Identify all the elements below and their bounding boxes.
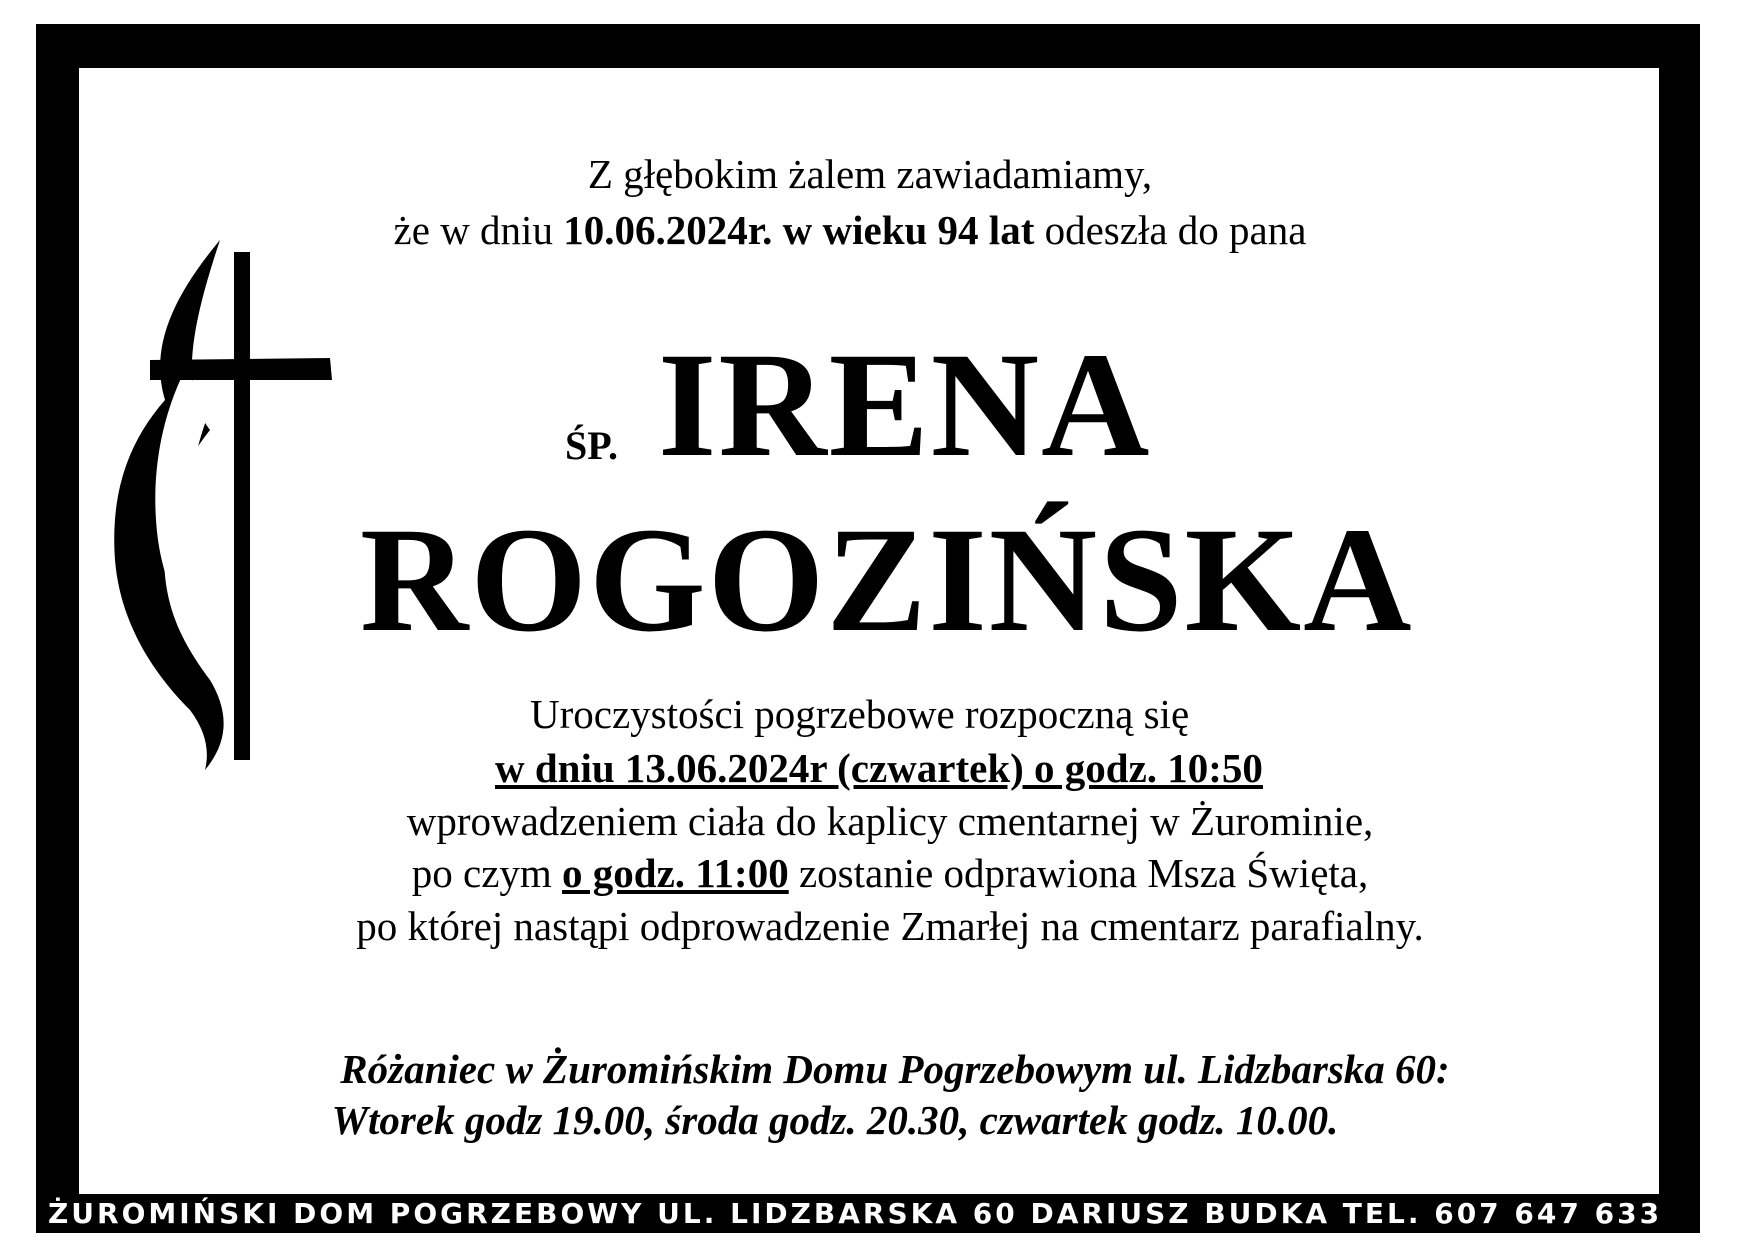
cross-with-flame-icon xyxy=(110,240,340,770)
funeral-line-3: wprowadzeniem ciała do kaplicy cmentarnej w Żurominie, xyxy=(406,798,1374,844)
mass-time: o godz. 11:00 xyxy=(562,850,789,896)
funeral-date-time: w dniu 13.06.2024r (czwartek) o godz. 10:50 xyxy=(495,745,1263,791)
intro-line-2-post: odeszła do pana xyxy=(1034,207,1307,253)
funeral-line-1: Uroczystości pogrzebowe rozpoczną się xyxy=(530,691,1190,737)
death-date-age: 10.06.2024r. w wieku 94 lat xyxy=(563,207,1035,253)
rosary-line-1: Różaniec w Żuromińskim Domu Pogrzebowym ul. Lidzbarska 60: xyxy=(340,1046,1450,1092)
last-name: ROGOZIŃSKA xyxy=(360,497,1414,663)
funeral-line-4-post: zostanie odprawiona Msza Święta, xyxy=(788,850,1369,896)
funeral-line-5: po której nastąpi odprowadzenie Zmarłej na cmentarz parafialny. xyxy=(356,903,1424,949)
intro-line-2-pre: że w dniu xyxy=(393,207,564,253)
intro-line-1: Z głębokim żalem zawiadamiamy, xyxy=(587,151,1153,197)
rosary-line-2: Wtorek godz 19.00, środa godz. 20.30, czwartek godz. 10.00. xyxy=(331,1097,1339,1143)
name-prefix: ŚP. xyxy=(565,423,619,468)
footer-contact: ŻUROMIŃSKI DOM POGRZEBOWY UL. LIDZBARSKA 60 DARIUSZ BUDKA TEL. 607 647 633 xyxy=(48,1197,1663,1230)
funeral-line-4 xyxy=(340,849,1440,897)
intro-line-2 xyxy=(300,206,1400,254)
first-name: IRENA xyxy=(658,322,1152,488)
funeral-line-4-pre: po czym xyxy=(411,850,563,896)
